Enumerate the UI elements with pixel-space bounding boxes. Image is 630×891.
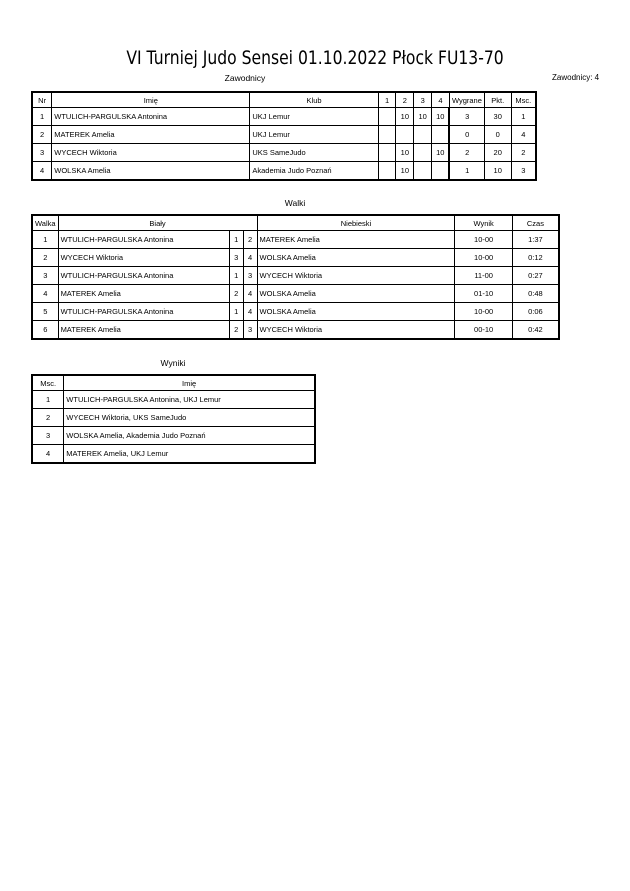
cell-club: UKS SameJudo [250,144,378,162]
table-row [32,108,536,126]
cell-r3: 10 [414,108,432,126]
competitors-table [31,91,537,181]
cell-r4 [432,126,450,144]
cell-white: MATEREK Amelia [58,285,229,303]
cell-r1 [378,108,396,126]
cell-time: 1:37 [512,231,559,249]
header-blue: Niebieski [257,215,455,231]
header-r1: 1 [378,92,396,108]
cell-white: WYCECH Wiktoria [58,249,229,267]
table-row [32,126,536,144]
results-table [31,374,316,464]
cell-blue: WOLSKA Amelia [257,303,455,321]
cell-r2: 10 [396,108,414,126]
cell-time: 0:06 [512,303,559,321]
cell-result: 10-00 [455,249,512,267]
cell-name: WOLSKA Amelia, Akademia Judo Poznań [64,427,315,445]
cell-place: 3 [32,427,64,445]
competitors-count: Zawodnicy: 4 [552,73,600,82]
cell-place: 1 [32,391,64,409]
cell-result: 10-00 [455,303,512,321]
cell-nr: 4 [32,162,52,181]
cell-blue: MATEREK Amelia [257,231,455,249]
cell-r2 [396,126,414,144]
cell-place: 2 [32,409,64,427]
header-time: Czas [512,215,559,231]
header-place: Msc. [511,92,536,108]
table-row [32,391,315,409]
cell-r3 [414,126,432,144]
header-r4: 4 [432,92,450,108]
cell-pts: 20 [484,144,511,162]
cell-name: WTULICH-PARGULSKA Antonina [52,108,250,126]
header-name: Imię [64,375,315,391]
header-fight-no: Walka [32,215,58,231]
cell-nr: 3 [32,144,52,162]
cell-white: MATEREK Amelia [58,321,229,340]
cell-result: 00-10 [455,321,512,340]
header-wins: Wygrane [449,92,484,108]
cell-time: 0:12 [512,249,559,267]
cell-r1 [378,162,396,181]
table-row [32,427,315,445]
table-row [32,249,559,267]
fights-caption: Walki [284,198,306,208]
table-row [32,321,559,340]
cell-blue: WYCECH Wiktoria [257,267,455,285]
cell-white-nr: 1 [229,303,243,321]
header-name: Imię [52,92,250,108]
cell-club: Akademia Judo Poznań [250,162,378,181]
cell-time: 0:42 [512,321,559,340]
cell-pts: 10 [484,162,511,181]
cell-blue-nr: 4 [243,249,257,267]
header-nr: Nr [32,92,52,108]
cell-blue: WYCECH Wiktoria [257,321,455,340]
cell-fight-no: 6 [32,321,58,340]
table-row [32,445,315,464]
cell-fight-no: 3 [32,267,58,285]
cell-name: WTULICH-PARGULSKA Antonina, UKJ Lemur [64,391,315,409]
cell-name: MATEREK Amelia [52,126,250,144]
cell-r1 [378,126,396,144]
cell-white-nr: 2 [229,285,243,303]
cell-name: WYCECH Wiktoria [52,144,250,162]
cell-r3 [414,162,432,181]
fights-header-row [32,215,559,231]
cell-place: 1 [511,108,536,126]
header-r3: 3 [414,92,432,108]
cell-result: 10-00 [455,231,512,249]
cell-result: 01-10 [455,285,512,303]
cell-wins: 1 [449,162,484,181]
cell-wins: 2 [449,144,484,162]
cell-blue-nr: 4 [243,303,257,321]
cell-place: 4 [32,445,64,464]
cell-blue: WOLSKA Amelia [257,285,455,303]
cell-r4: 10 [432,108,450,126]
cell-place: 4 [511,126,536,144]
header-result: Wynik [455,215,512,231]
cell-fight-no: 4 [32,285,58,303]
cell-name: WOLSKA Amelia [52,162,250,181]
cell-blue-nr: 3 [243,267,257,285]
cell-blue: WOLSKA Amelia [257,249,455,267]
results-header-row [32,375,315,391]
table-row [32,285,559,303]
table-row [32,303,559,321]
cell-nr: 2 [32,126,52,144]
fights-table [31,214,560,340]
cell-place: 2 [511,144,536,162]
cell-r4: 10 [432,144,450,162]
table-row [32,231,559,249]
cell-blue-nr: 2 [243,231,257,249]
cell-name: MATEREK Amelia, UKJ Lemur [64,445,315,464]
table-row [32,409,315,427]
cell-time: 0:48 [512,285,559,303]
cell-r2: 10 [396,162,414,181]
cell-fight-no: 1 [32,231,58,249]
competitors-caption: Zawodnicy [224,73,266,83]
cell-pts: 30 [484,108,511,126]
cell-name: WYCECH Wiktoria, UKS SameJudo [64,409,315,427]
cell-club: UKJ Lemur [250,108,378,126]
cell-blue-nr: 4 [243,285,257,303]
cell-white-nr: 1 [229,267,243,285]
header-club: Klub [250,92,378,108]
cell-white: WTULICH-PARGULSKA Antonina [58,303,229,321]
cell-r2: 10 [396,144,414,162]
cell-r3 [414,144,432,162]
results-caption: Wyniki [160,358,186,368]
header-white: Biały [58,215,257,231]
cell-wins: 0 [449,126,484,144]
cell-place: 3 [511,162,536,181]
header-place: Msc. [32,375,64,391]
cell-wins: 3 [449,108,484,126]
cell-club: UKJ Lemur [250,126,378,144]
cell-pts: 0 [484,126,511,144]
cell-r1 [378,144,396,162]
cell-white-nr: 1 [229,231,243,249]
table-row [32,162,536,181]
cell-white-nr: 2 [229,321,243,340]
cell-white-nr: 3 [229,249,243,267]
competitors-header-row [32,92,536,108]
header-r2: 2 [396,92,414,108]
cell-result: 11-00 [455,267,512,285]
page-title: VI Turniej Judo Sensei 01.10.2022 Płock FU13-70 [126,47,504,69]
table-row [32,267,559,285]
cell-fight-no: 2 [32,249,58,267]
cell-blue-nr: 3 [243,321,257,340]
cell-white: WTULICH-PARGULSKA Antonina [58,267,229,285]
cell-time: 0:27 [512,267,559,285]
table-row [32,144,536,162]
header-pts: Pkt. [484,92,511,108]
cell-nr: 1 [32,108,52,126]
cell-white: WTULICH-PARGULSKA Antonina [58,231,229,249]
cell-r4 [432,162,450,181]
cell-fight-no: 5 [32,303,58,321]
